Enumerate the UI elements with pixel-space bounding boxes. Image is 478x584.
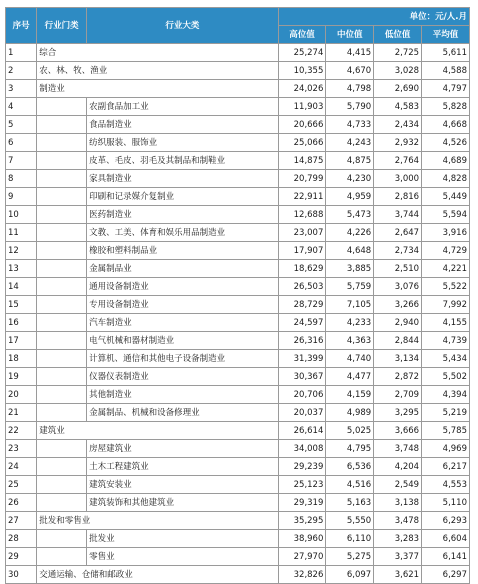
row-avg: 6,217 [422,458,470,476]
row-high: 29,239 [278,458,326,476]
row-avg: 6,293 [422,512,470,530]
row-mid: 4,670 [326,62,374,80]
row-low: 3,076 [374,278,422,296]
row-category [37,260,87,278]
row-category [37,296,87,314]
row-high: 31,399 [278,350,326,368]
row-industry: 皮革、毛皮、羽毛及其制品和制鞋业 [87,152,278,170]
row-no: 18 [6,350,37,368]
table-row [6,458,470,476]
row-industry: 金属制品、机械和设备修理业 [87,404,278,422]
row-category [37,134,87,152]
row-industry: 建筑装饰和其他建筑业 [87,494,278,512]
table-row [6,476,470,494]
row-high: 26,503 [278,278,326,296]
row-avg: 5,611 [422,44,470,62]
row-low: 3,028 [374,62,422,80]
row-category: 综合 [37,44,278,62]
row-mid: 4,516 [326,476,374,494]
row-no: 6 [6,134,37,152]
row-avg: 4,668 [422,116,470,134]
row-category [37,278,87,296]
row-no: 14 [6,278,37,296]
row-low: 3,266 [374,296,422,314]
row-high: 24,026 [278,80,326,98]
row-mid: 4,733 [326,116,374,134]
row-mid: 5,550 [326,512,374,530]
row-mid: 4,740 [326,350,374,368]
row-high: 26,316 [278,332,326,350]
row-avg: 4,526 [422,134,470,152]
row-high: 20,706 [278,386,326,404]
row-category [37,386,87,404]
row-category [37,368,87,386]
row-avg: 4,828 [422,170,470,188]
row-avg: 7,992 [422,296,470,314]
row-mid: 5,759 [326,278,374,296]
row-no: 28 [6,530,37,548]
row-high: 22,911 [278,188,326,206]
table-row [6,188,470,206]
row-mid: 4,477 [326,368,374,386]
row-high: 32,826 [278,566,326,584]
row-low: 3,748 [374,440,422,458]
header-low: 低位值 [374,26,422,44]
row-high: 17,907 [278,242,326,260]
row-industry: 汽车制造业 [87,314,278,332]
row-no: 17 [6,332,37,350]
row-no: 29 [6,548,37,566]
table-row [6,116,470,134]
row-no: 21 [6,404,37,422]
row-category [37,224,87,242]
row-avg: 5,828 [422,98,470,116]
row-low: 3,295 [374,404,422,422]
row-category [37,476,87,494]
row-high: 20,037 [278,404,326,422]
row-high: 18,629 [278,260,326,278]
row-mid: 4,798 [326,80,374,98]
row-mid: 4,875 [326,152,374,170]
row-industry: 食品制造业 [87,116,278,134]
row-industry: 通用设备制造业 [87,278,278,296]
row-mid: 4,363 [326,332,374,350]
table-row [6,242,470,260]
row-no: 15 [6,296,37,314]
row-no: 25 [6,476,37,494]
row-avg: 4,155 [422,314,470,332]
row-category [37,440,87,458]
row-avg: 4,689 [422,152,470,170]
row-high: 11,903 [278,98,326,116]
row-avg: 6,297 [422,566,470,584]
row-avg: 4,729 [422,242,470,260]
table-row [6,368,470,386]
row-mid: 5,790 [326,98,374,116]
row-category [37,314,87,332]
row-category [37,548,87,566]
row-mid: 4,243 [326,134,374,152]
row-avg: 4,969 [422,440,470,458]
row-industry: 批发业 [87,530,278,548]
row-low: 3,744 [374,206,422,224]
row-mid: 6,110 [326,530,374,548]
row-avg: 5,434 [422,350,470,368]
row-mid: 5,163 [326,494,374,512]
row-low: 3,000 [374,170,422,188]
header-high: 高位值 [278,26,326,44]
row-no: 24 [6,458,37,476]
row-category [37,188,87,206]
row-category: 农、林、牧、渔业 [37,62,278,80]
table-row [6,512,470,530]
row-avg: 5,219 [422,404,470,422]
header-mid: 中位值 [326,26,374,44]
row-no: 3 [6,80,37,98]
row-high: 24,597 [278,314,326,332]
row-high: 26,614 [278,422,326,440]
row-no: 30 [6,566,37,584]
row-category [37,404,87,422]
row-category: 制造业 [37,80,278,98]
row-category [37,350,87,368]
row-no: 11 [6,224,37,242]
row-low: 2,872 [374,368,422,386]
row-avg: 5,110 [422,494,470,512]
row-high: 29,319 [278,494,326,512]
row-category [37,98,87,116]
row-avg: 5,449 [422,188,470,206]
row-mid: 6,536 [326,458,374,476]
row-no: 4 [6,98,37,116]
row-industry: 零售业 [87,548,278,566]
row-avg: 3,916 [422,224,470,242]
row-no: 26 [6,494,37,512]
row-low: 2,434 [374,116,422,134]
table-row [6,278,470,296]
row-low: 2,844 [374,332,422,350]
row-mid: 4,989 [326,404,374,422]
header-industry: 行业大类 [87,8,278,44]
row-mid: 4,159 [326,386,374,404]
row-high: 20,666 [278,116,326,134]
row-avg: 5,594 [422,206,470,224]
row-mid: 4,230 [326,170,374,188]
row-no: 1 [6,44,37,62]
row-no: 13 [6,260,37,278]
row-high: 28,729 [278,296,326,314]
row-no: 2 [6,62,37,80]
table-row [6,80,470,98]
row-category: 交通运输、仓储和邮政业 [37,566,278,584]
row-industry: 专用设备制造业 [87,296,278,314]
table-row [6,152,470,170]
row-high: 23,007 [278,224,326,242]
row-mid: 4,648 [326,242,374,260]
row-category [37,494,87,512]
table-row [6,404,470,422]
row-industry: 计算机、通信和其他电子设备制造业 [87,350,278,368]
row-low: 2,647 [374,224,422,242]
row-mid: 4,959 [326,188,374,206]
row-low: 4,583 [374,98,422,116]
row-industry: 文教、工美、体育和娱乐用品制造业 [87,224,278,242]
header-no: 序号 [6,8,37,44]
row-no: 23 [6,440,37,458]
table-row [6,260,470,278]
table-row [6,170,470,188]
row-high: 34,008 [278,440,326,458]
row-low: 2,932 [374,134,422,152]
table-row [6,566,470,584]
header-avg: 平均值 [422,26,470,44]
table-row [6,350,470,368]
row-low: 3,621 [374,566,422,584]
wage-table [5,7,470,584]
row-low: 2,816 [374,188,422,206]
row-category [37,206,87,224]
row-category [37,530,87,548]
table-row [6,440,470,458]
row-low: 3,134 [374,350,422,368]
row-industry: 印刷和记录媒介复制业 [87,188,278,206]
row-industry: 农副食品加工业 [87,98,278,116]
row-industry: 电气机械和器材制造业 [87,332,278,350]
row-category [37,332,87,350]
row-industry: 家具制造业 [87,170,278,188]
row-low: 3,377 [374,548,422,566]
row-category [37,170,87,188]
row-no: 10 [6,206,37,224]
table-row [6,530,470,548]
row-industry: 医药制造业 [87,206,278,224]
row-mid: 4,226 [326,224,374,242]
row-high: 27,970 [278,548,326,566]
row-low: 3,283 [374,530,422,548]
row-no: 5 [6,116,37,134]
row-category [37,116,87,134]
row-industry: 其他制造业 [87,386,278,404]
row-low: 2,549 [374,476,422,494]
row-category [37,458,87,476]
row-avg: 6,604 [422,530,470,548]
row-avg: 4,588 [422,62,470,80]
row-no: 22 [6,422,37,440]
row-industry: 金属制品业 [87,260,278,278]
table-row [6,224,470,242]
row-industry: 仪器仪表制造业 [87,368,278,386]
row-industry: 橡胶和塑料制品业 [87,242,278,260]
row-no: 27 [6,512,37,530]
table-row [6,134,470,152]
row-high: 25,274 [278,44,326,62]
row-no: 8 [6,170,37,188]
table-row [6,332,470,350]
row-low: 3,138 [374,494,422,512]
row-high: 20,799 [278,170,326,188]
row-mid: 5,025 [326,422,374,440]
table-header [6,8,470,44]
row-low: 2,709 [374,386,422,404]
row-low: 3,666 [374,422,422,440]
table-row [6,548,470,566]
table-body [6,44,470,584]
row-category: 批发和零售业 [37,512,278,530]
row-avg: 6,141 [422,548,470,566]
header-unit: 单位：元/人.月 [278,8,469,26]
row-mid: 6,097 [326,566,374,584]
row-no: 9 [6,188,37,206]
table-row [6,314,470,332]
row-high: 10,355 [278,62,326,80]
row-no: 16 [6,314,37,332]
table-row [6,494,470,512]
row-industry: 建筑安装业 [87,476,278,494]
row-high: 25,123 [278,476,326,494]
row-low: 2,725 [374,44,422,62]
row-low: 3,478 [374,512,422,530]
table-row [6,98,470,116]
row-high: 25,066 [278,134,326,152]
row-high: 30,367 [278,368,326,386]
table-row [6,296,470,314]
row-no: 7 [6,152,37,170]
row-category [37,242,87,260]
row-low: 2,940 [374,314,422,332]
row-avg: 4,221 [422,260,470,278]
row-high: 12,688 [278,206,326,224]
row-industry: 纺织服装、服饰业 [87,134,278,152]
row-mid: 4,415 [326,44,374,62]
row-mid: 7,105 [326,296,374,314]
row-mid: 5,473 [326,206,374,224]
row-no: 12 [6,242,37,260]
row-avg: 5,785 [422,422,470,440]
row-no: 19 [6,368,37,386]
row-low: 4,204 [374,458,422,476]
row-low: 2,690 [374,80,422,98]
row-mid: 3,885 [326,260,374,278]
row-high: 38,960 [278,530,326,548]
row-mid: 4,233 [326,314,374,332]
table-row [6,44,470,62]
row-category [37,152,87,170]
row-avg: 4,797 [422,80,470,98]
row-avg: 5,522 [422,278,470,296]
row-avg: 4,394 [422,386,470,404]
table-row [6,386,470,404]
watermark [2,566,62,576]
row-low: 2,510 [374,260,422,278]
table-row [6,206,470,224]
row-mid: 5,275 [326,548,374,566]
table-row [6,422,470,440]
header-category: 行业门类 [37,8,87,44]
row-industry: 房屋建筑业 [87,440,278,458]
table-row [6,62,470,80]
row-avg: 4,739 [422,332,470,350]
row-low: 2,734 [374,242,422,260]
row-high: 35,295 [278,512,326,530]
row-avg: 5,502 [422,368,470,386]
row-category: 建筑业 [37,422,278,440]
row-industry: 土木工程建筑业 [87,458,278,476]
row-mid: 4,795 [326,440,374,458]
row-no: 20 [6,386,37,404]
row-avg: 4,553 [422,476,470,494]
row-low: 2,764 [374,152,422,170]
row-high: 14,875 [278,152,326,170]
